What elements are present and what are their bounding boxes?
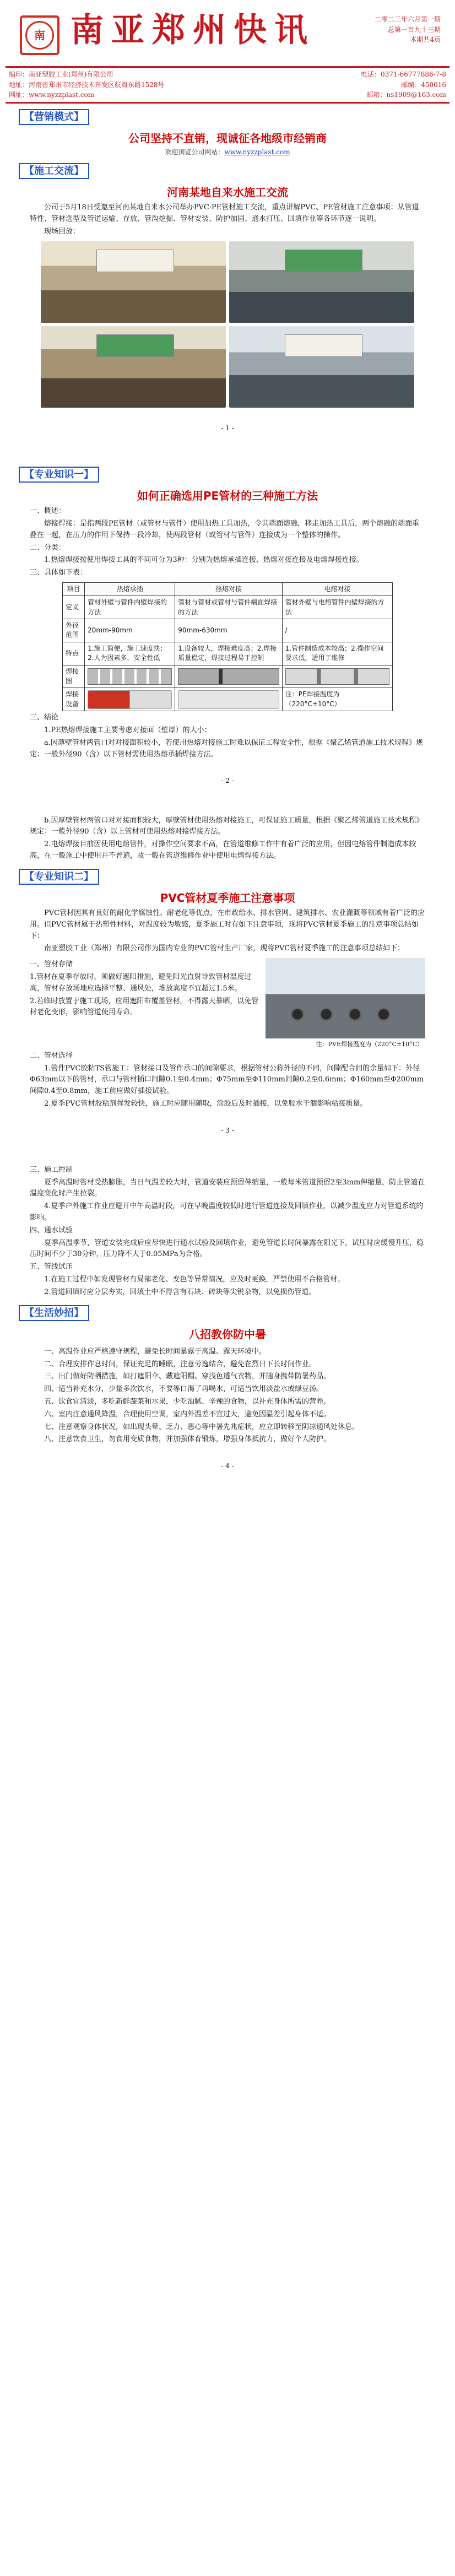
list-item: 五、饮食宜清淡，多吃新鲜蔬菜和水果，少吃油腻、辛辣的食物，以补充身体所需的营养。 bbox=[44, 1398, 331, 1406]
table-cell bbox=[175, 665, 282, 688]
table-cell: 外径范围 bbox=[63, 619, 85, 642]
table-cell: 焊接设备 bbox=[63, 688, 85, 711]
socket-weld-diagram bbox=[88, 668, 172, 685]
projector-screen bbox=[285, 334, 362, 357]
newsletter-title: 南亚郑州快讯 bbox=[71, 11, 315, 50]
pipe-stack-photo bbox=[266, 958, 425, 1038]
electrofusion-diagram bbox=[285, 668, 389, 685]
list-item: 四、适当补充水分，少量多次饮水，不要等口渴了再喝水，可适当饮用淡盐水或绿豆汤。 bbox=[44, 1385, 324, 1394]
event-photo bbox=[41, 241, 226, 323]
table-cell bbox=[175, 688, 282, 711]
table-row bbox=[63, 688, 393, 711]
logo-emblem: 南 bbox=[25, 21, 54, 50]
marketing-subline bbox=[13, 147, 442, 158]
phone: 电话：0371-66777886-7-8 bbox=[360, 71, 446, 78]
butt-weld-diagram bbox=[178, 668, 279, 685]
table-cell bbox=[85, 665, 175, 688]
table-header: 电熔对接 bbox=[282, 582, 392, 596]
section-tag-life-tips: 【生活妙招】 bbox=[19, 1305, 89, 1321]
table-cell bbox=[85, 688, 175, 711]
socket-welder-image bbox=[88, 690, 172, 709]
section-tag-knowledge-2: 【专业知识二】 bbox=[19, 869, 99, 885]
table-row bbox=[63, 619, 393, 642]
table-row bbox=[63, 665, 393, 688]
issue-info bbox=[375, 14, 441, 45]
intro-paragraph: 南亚塑胶工业（郑州）有限公司作为国内专业的PVC管材生产厂家，现将PVC管材夏季施工的注意事项总结如下： bbox=[44, 944, 405, 953]
overview-text: 熔接焊接：是指两段PE管材（或管材与管件）使用加热工具加热，令其端面熔融，移走加热工具后，两个熔融的端面重叠在一起，在压力的作用下保持一段冷却，使两段管材（或管材与管件）连接成为一个整体的操作。 bbox=[30, 519, 420, 539]
conclusion-item: a.因薄壁管材两管口对对接面积较小，若使用热熔对接施工时难以保证工程安全性，根据《聚乙烯管道施工技术规程》规定：一般外径90（含）以下管材需使用热熔承插焊接方法。 bbox=[30, 738, 423, 759]
website[interactable]: 网址：www.nyzzplast.com bbox=[9, 91, 95, 99]
subsection-text: 4.夏季户外施工作业应避开中午高温时段，可在早晚温度较低时进行管道连接及回填作业，以减少温度应力对管道系统的影响。 bbox=[30, 1202, 424, 1222]
table-header: 项目 bbox=[63, 582, 85, 596]
construction-paragraph: 公司于5月18日受邀至河南某地自来水公司举办PVC·PE管材施工交流，重点讲解PVC、PE管材施工注意事项：从管道特性、管材选型及管道运输、存放、管沟挖掘、管材安装、防护加固、通水打压、回填作业等各环节逐一说明。 bbox=[30, 203, 419, 224]
page-number: - 2 - bbox=[221, 777, 234, 785]
email[interactable]: 邮箱：ns1909@163.com bbox=[366, 91, 446, 99]
subsection-text: 2.夏季PVC管材胶粘剂挥发较快，施工时应随用随取，涂胶后及时插接，以免胶水干涸影响粘接质量。 bbox=[44, 1099, 367, 1108]
projector-screen bbox=[96, 334, 174, 357]
list-item: 六、室内注意通风降温，合理使用空调，室内外温差不宜过大，避免因温差引起身体不适。 bbox=[44, 1410, 331, 1419]
event-photo bbox=[41, 326, 226, 408]
page-number: - 4 - bbox=[221, 1462, 234, 1470]
subsection-text: 1.管件PVC胶粘TS管施工：管材接口及管件承口的间隙要求，根据管材公称外径的不同，间隙配合间的余量如下：外径Φ63mm以下的管材，承口与管材插口间隙0.1至0.4mm；Φ75mm至Φ110mm间隙0.2至0.6mm；Φ160mm至Φ200mm间隙0.4至0.8mm，施工前应做好插接试验。 bbox=[30, 1064, 424, 1096]
list-item: 八、注意饮食卫生，勿食用变质食物，并加强体育锻炼，增强身体抵抗力，做好个人防护。 bbox=[44, 1435, 331, 1444]
subsection-title: 五、管线试压 bbox=[30, 1263, 73, 1271]
page-1 bbox=[0, 104, 455, 434]
photo-grid bbox=[41, 241, 414, 408]
table-cell: 管材外壁与管件内壁焊接的方法 bbox=[85, 596, 175, 619]
welding-methods-table bbox=[62, 582, 393, 711]
info-bar bbox=[6, 66, 449, 104]
life-tips-list bbox=[13, 1346, 442, 1446]
projector-screen bbox=[96, 250, 174, 272]
construction-body bbox=[13, 202, 442, 237]
section-tag-marketing: 【营销模式】 bbox=[19, 109, 89, 125]
event-photo bbox=[229, 326, 414, 408]
table-cell: 特点 bbox=[63, 642, 85, 665]
table-cell: 焊接图 bbox=[63, 665, 85, 688]
table-label: 三、具体如下表： bbox=[30, 569, 88, 577]
table-cell: 90mm-630mm bbox=[175, 619, 282, 642]
table-cell: 管材外壁与电熔管件内壁焊接的方法 bbox=[282, 596, 392, 619]
page-number: - 1 - bbox=[221, 424, 234, 432]
intro-paragraph: PVC管材因其有良好的耐化学腐蚀性、耐老化等优点，在市政给水、排水管网、建筑排水、农业灌溉等领域有着广泛的应用。但PVC管材属于热塑性材料，对温度较为敏感，夏季施工时有如下注意事项，现将PVC管材夏季施工的注意事项总结如下： bbox=[30, 908, 425, 940]
website-link[interactable]: www.nyzzplast.com bbox=[224, 148, 290, 156]
butt-welder-image bbox=[178, 690, 279, 709]
subsection-text: 2.管道回填时应分层夯实，回填土中不得含有石块、砖块等尖锐杂物，以免损伤管道。 bbox=[44, 1287, 316, 1296]
life-tips-headline: 八招教你防中暑 bbox=[189, 1327, 266, 1341]
table-cell: 1.施工简便，施工速度快；2.人为因素多，安全性低 bbox=[85, 642, 175, 665]
issue-pages: 本期共4页 bbox=[410, 36, 441, 44]
list-item: 一、高温作业应严格遵守规程，避免长时间暴露于高温、露天环境中。 bbox=[44, 1347, 267, 1356]
postcode: 邮编：450016 bbox=[401, 80, 446, 89]
table-row bbox=[63, 642, 393, 665]
subsection-text: 1.管材在夏季存放时，须做好遮阳措施，避免阳光直射导致管材温度过高，管材存放场地应选择平整、通风处，堆放高度不宜超过1.5米。 bbox=[30, 972, 252, 993]
table-cell bbox=[282, 665, 392, 688]
replay-label: 现场回放： bbox=[44, 227, 80, 236]
subsection-text: 夏季高温时管材受热膨胀，当日气温差较大时，管道安装应预留伸缩量，一般每米管道预留2至3mm伸缩量，防止管道在温度变化时产生拉裂。 bbox=[30, 1178, 425, 1198]
conclusion-item: b.因厚壁管材两管口对对接面积较大，厚壁管材使用热熔对接施工，可保证施工质量，根据《聚乙烯管道施工技术规程》规定：一般外径90（含）以上管材可使用热熔对接焊接方法。 bbox=[30, 816, 424, 836]
page-4 bbox=[0, 1165, 455, 1472]
company-logo bbox=[20, 15, 59, 55]
class-label: 二、分类： bbox=[30, 543, 66, 552]
list-item: 七、注意观察身体状况，如出现头晕、乏力、恶心等中暑先兆症状，应立即转移至阴凉通风处休息。 bbox=[44, 1422, 360, 1431]
table-header: 热熔对接 bbox=[175, 582, 282, 596]
class-text: 1.热熔焊接按使用焊接工具的不同可分为3种：分别为热熔承插连接、热熔对接连接及电熔焊接连接。 bbox=[44, 556, 364, 565]
page-2 bbox=[0, 461, 455, 787]
projector-screen bbox=[285, 250, 362, 272]
table-cell: 1.设备较大，焊接难度高；2.焊接质量稳定，焊接过程易于控制 bbox=[175, 642, 282, 665]
marketing-headline: 公司坚持不直销，现诚征各地级市经销商 bbox=[128, 131, 327, 145]
overview-label: 一、概述： bbox=[30, 507, 66, 516]
photo-caption: 注：PVE焊接温度为（220°C±10°C） bbox=[316, 1041, 423, 1048]
list-item: 三、出门做好防晒措施，如打遮阳伞、戴遮阳帽、穿浅色透气衣物，并随身携带防暑药品。 bbox=[44, 1372, 331, 1381]
subsection-title: 二、管材选择 bbox=[30, 1051, 73, 1060]
table-cell: 管材与管材或管材与管件端面焊接的方法 bbox=[175, 596, 282, 619]
construction-headline: 河南某地自来水施工交流 bbox=[167, 186, 288, 199]
subsection-text: 夏季高温季节，管道安装完成后应尽快进行通水试验及回填作业，避免管道长时间暴露在阳光下，试压时应缓慢升压，稳压时间不少于30分钟，压力降不大于0.05MPa为合格。 bbox=[30, 1238, 424, 1259]
knowledge-2-headline: PVC管材夏季施工注意事项 bbox=[160, 891, 295, 905]
event-photo bbox=[229, 241, 414, 323]
conclusion-item: 1.PE热熔焊接施工主要考虑对接面（壁厚）的大小： bbox=[44, 726, 212, 734]
table-cell: 注：PE焊接温度为（220°C±10°C） bbox=[282, 688, 392, 711]
section-tag-knowledge-1: 【专业知识一】 bbox=[19, 467, 99, 483]
subsection-title: 三、施工控制 bbox=[30, 1165, 73, 1174]
list-item: 二、合理安排作息时间，保证充足的睡眠，注意劳逸结合，避免在烈日下长时间作业。 bbox=[44, 1360, 317, 1368]
subsection-title: 一、管材存储 bbox=[30, 960, 73, 969]
conclusion-item: 2.电熔焊接目前因使用电熔管件，对操作空间要求不高，在管道维修工作中有着广泛的应用，但因电熔管件制造成本较高，在一般施工中使用并不普遍，故一般在管道维修作业中使用电熔焊接方法。 bbox=[30, 840, 416, 860]
page-number: - 3 - bbox=[221, 1126, 234, 1134]
subsection-text: 2.若临时放置于施工现场，应用遮阳布覆盖管材，不得露天暴晒，以免管材老化变形，影响管道使用寿命。 bbox=[30, 997, 259, 1017]
table-row bbox=[63, 596, 393, 619]
masthead bbox=[0, 0, 455, 66]
storage-block bbox=[30, 958, 425, 1038]
page-3 bbox=[0, 815, 455, 1136]
table-cell: 定义 bbox=[63, 596, 85, 619]
knowledge-1-headline: 如何正确选用PE管材的三种施工方法 bbox=[137, 489, 318, 503]
address: 地址：河南省郑州市经济技术开发区航海东路1528号 bbox=[9, 80, 165, 89]
table-cell: 1.管件制造成本较高；2.操作空间要求低，适用于维修 bbox=[282, 642, 392, 665]
issue-number: 总第一百九十三期 bbox=[387, 25, 441, 34]
table-header: 热熔承插 bbox=[85, 582, 175, 596]
publisher: 编印：南亚塑胶工业(郑州)有限公司 bbox=[9, 71, 113, 78]
section-tag-construction: 【施工交流】 bbox=[19, 163, 89, 179]
table-cell: / bbox=[282, 619, 392, 642]
subsection-text: 1.在施工过程中如发现管材有局部老化、变色等异常情况，应及时更换，严禁使用不合格管材。 bbox=[44, 1275, 345, 1284]
table-cell: 20mm-90mm bbox=[85, 619, 175, 642]
conclusion-label: 三、结论 bbox=[30, 713, 59, 722]
subsection-title: 四、通水试验 bbox=[30, 1226, 73, 1235]
subline-prefix: 欢迎浏览公司网站： bbox=[165, 148, 225, 156]
issue-date: 二零二三年六月第一期 bbox=[374, 15, 441, 23]
